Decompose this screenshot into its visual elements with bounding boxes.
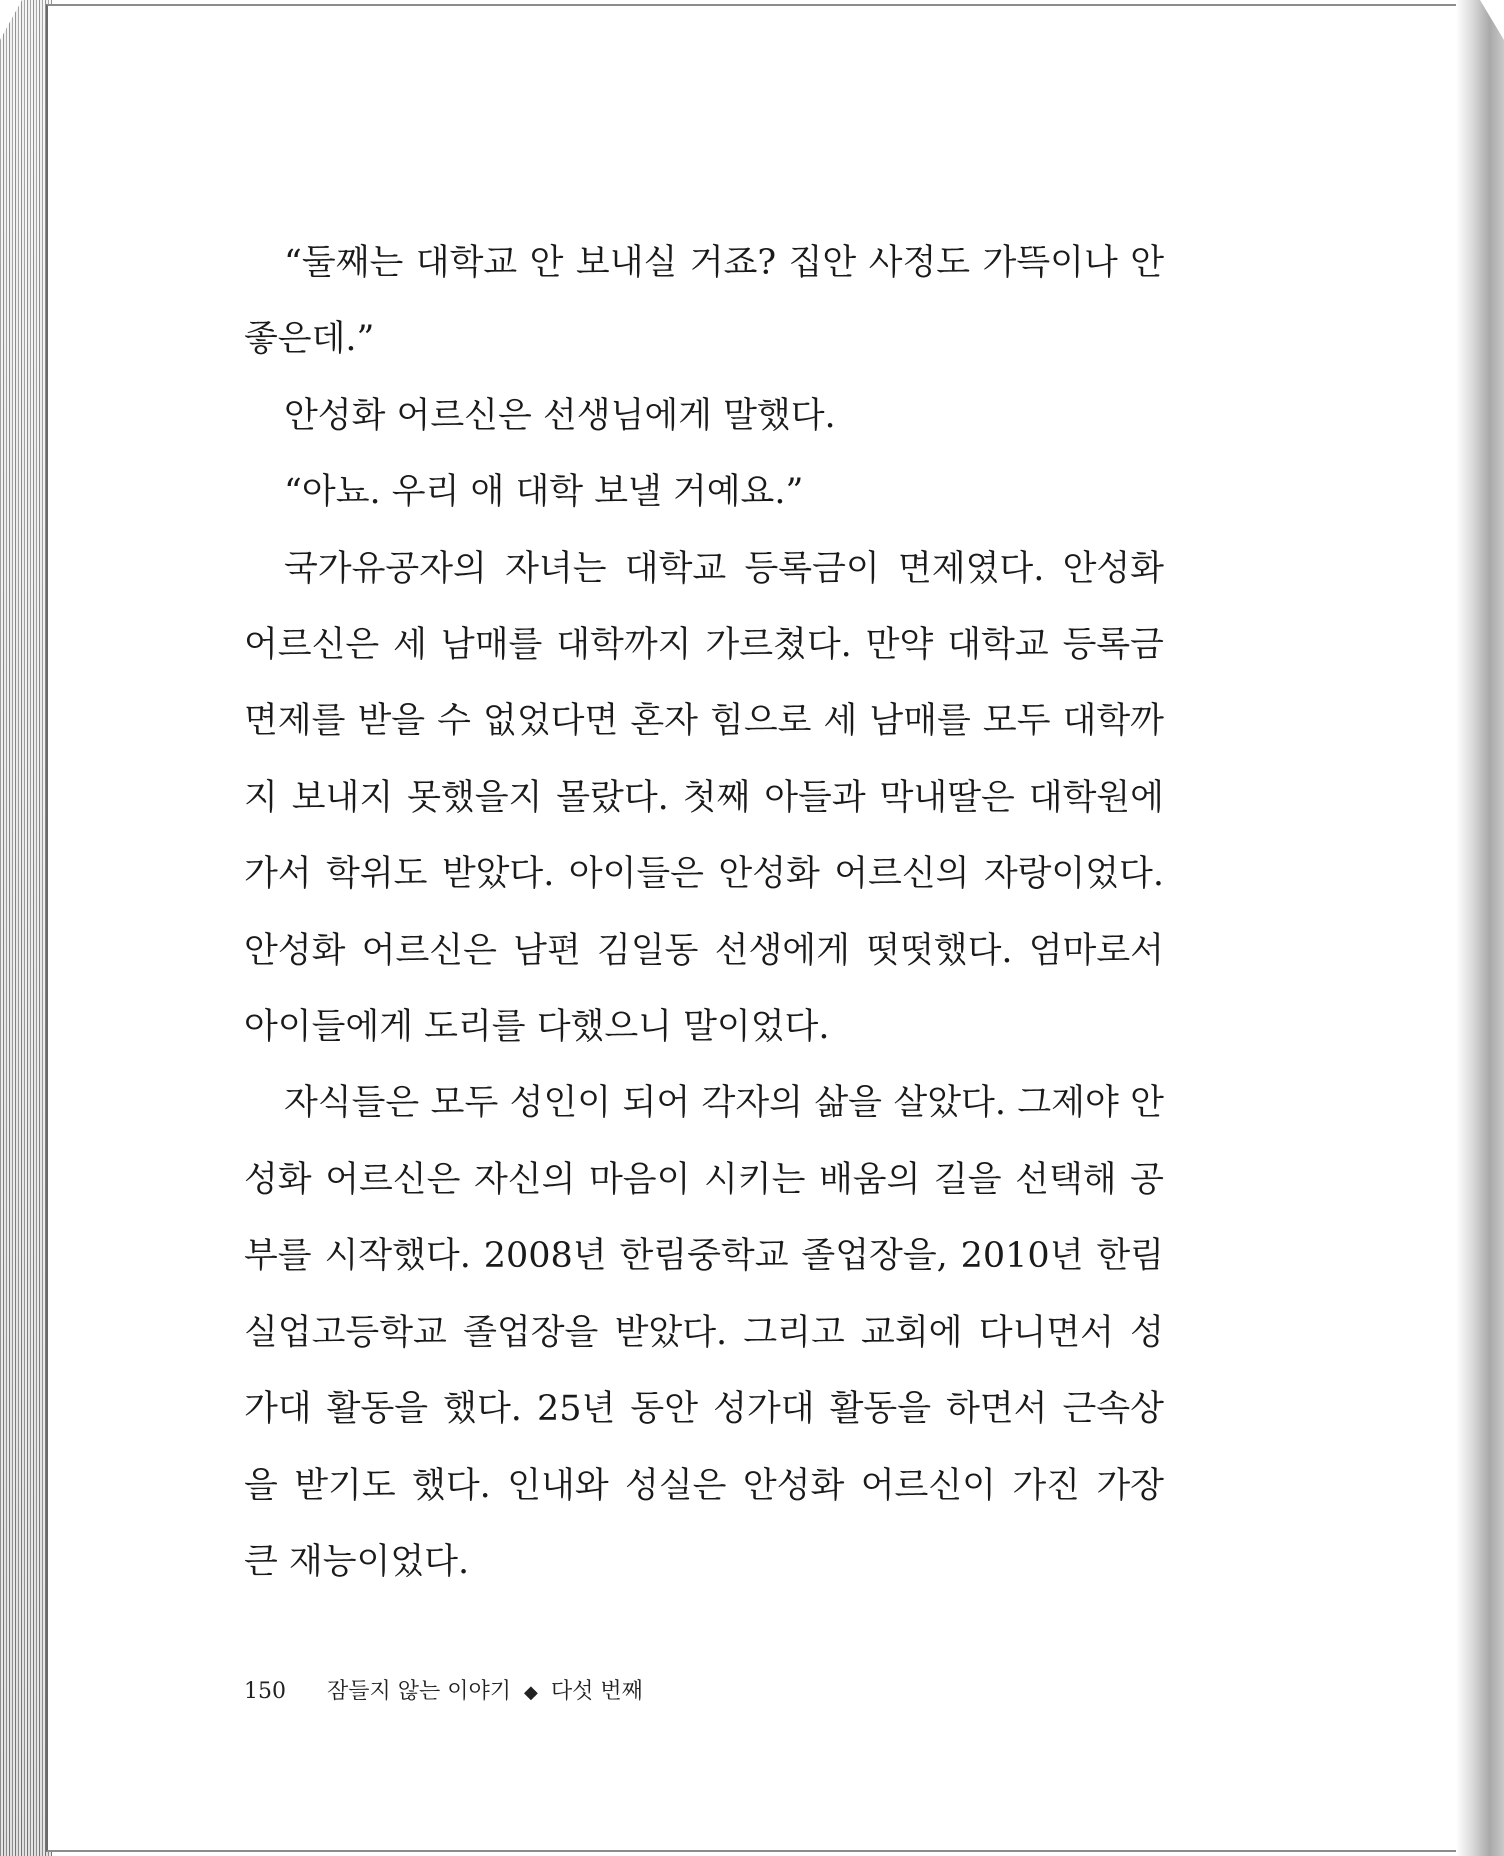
paragraph-5: 자식들은 모두 성인이 되어 각자의 삶을 살았다. 그제야 안성화 어르신은 자신의 마음이 시키는 배움의 길을 선택해 공부를 시작했다. 2008년 한림중학교 졸업장을, 2010년 한림실업고등학교 졸업장을 받았다. 그리고 교회에 다니면서 성가대 활동을 했다. 25년 동안 성가대 활동을 하면서 근속상을 받기도 했다. 인내와 성실은 안성화 어르신이 가진 가장 큰 재능이었다. — [244, 1083, 1164, 1582]
diamond-separator-icon: ◆ — [524, 1682, 538, 1703]
book-title: 잠들지 않는 이야기 — [327, 1679, 512, 1704]
body-text — [244, 225, 1164, 1600]
paragraph-3: “아뇨. 우리 애 대학 보낼 거예요.” — [284, 472, 804, 513]
stacked-page-edges — [0, 0, 52, 1856]
page-edge-shadow — [1456, 0, 1504, 1856]
paragraph-2: 안성화 어르신은 선생님에게 말했다. — [284, 395, 836, 436]
page-footer — [244, 1674, 643, 1705]
page-number: 150 — [244, 1679, 286, 1704]
paragraph-1: “둘째는 대학교 안 보내실 거죠? 집안 사정도 가뜩이나 안 좋은데.” — [244, 243, 1164, 360]
chapter-label: 다섯 번째 — [550, 1679, 643, 1704]
paragraph-4: 국가유공자의 자녀는 대학교 등록금이 면제였다. 안성화 어르신은 세 남매를 대학까지 가르쳤다. 만약 대학교 등록금 면제를 받을 수 없었다면 혼자 힘으로 세 남매를 모두 대학까지 보내지 못했을지 몰랐다. 첫째 아들과 막내딸은 대학원에 가서 학위도 받았다. 아이들은 안성화 어르신의 자랑이었다. 안성화 어르신은 남편 김일동 선생에게 떳떳했다. 엄마로서 아이들에게 도리를 다했으니 말이었다. — [244, 548, 1164, 1048]
